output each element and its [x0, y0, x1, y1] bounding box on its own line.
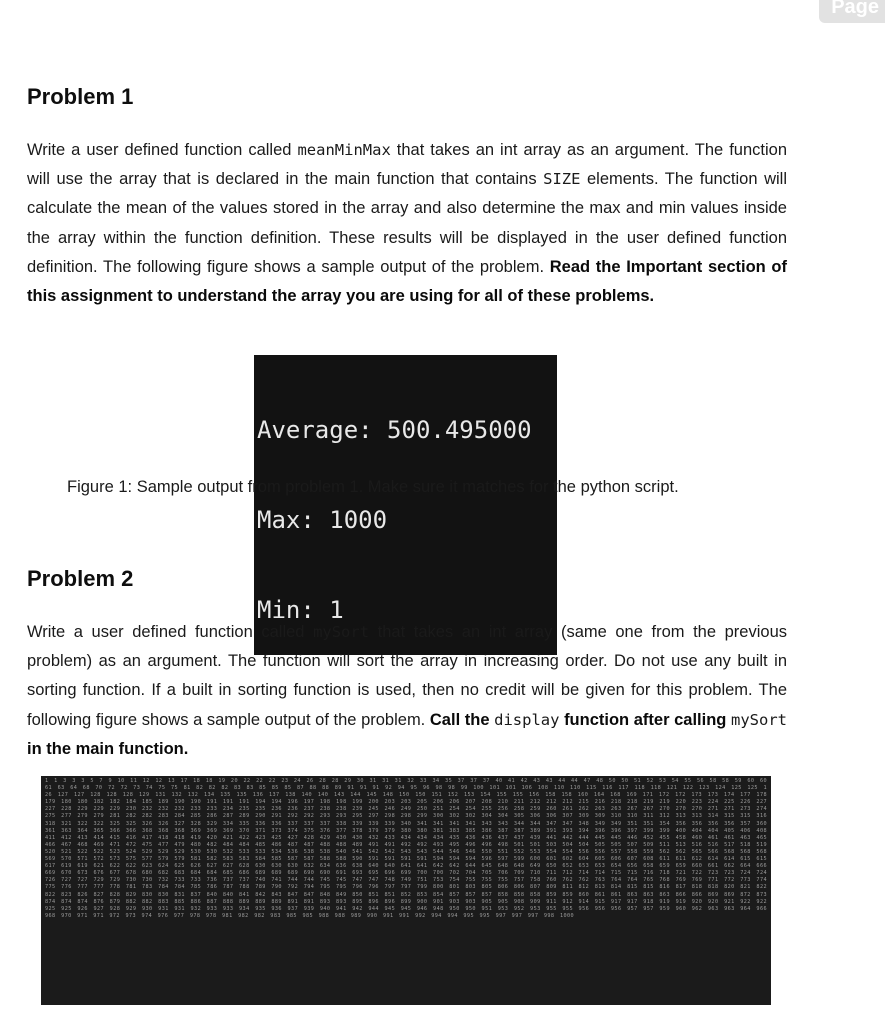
code-meanminmax: meanMinMax	[297, 141, 391, 159]
code-mysort: mySort	[313, 623, 370, 641]
problem-2-heading: Problem 2	[27, 566, 134, 591]
sorted-array-output-terminal	[41, 776, 771, 1005]
sample-output-terminal	[254, 355, 557, 655]
problem-2-description: Write a user defined function called mySort that takes an int array (same one from the previous problem) as an argument. The function will sort the array in increasing order. Do not use any built in sorting function. If a built in sorting function is used, then no credit will be given for this problem. The following figure shows a sample output of the problem. Call the display function after calling mySort in the main function.	[27, 623, 787, 758]
sorted-array-values: 1 1 3 3 3 5 7 9 10 11 12 12 13 17 18 18 19 20 22 22 22 23 24 26 28 28 29 30 31 31 31 32 33 34 35 37 37 37 40 41 42 43 43 44 44 47 48 50 50 51 52 53 54 55 56 58 58 59 60 60 61 63 64 68 70 72 72 73 74 75 75 81 82 82 82 83 83 85 85 85 87 88 88 89 91 91 91 92 94 95 96 98 98 99 100 101 101 106 108 110 110 115 116 117 118 118 121 122 123 124 125 125 126 127 127 128 128 128 129 131 132 132 134 135 135 136 137 138 140 140 143 144 145 148 150 150 151 152 153 154 155 155 156 158 158 160 164 168 169 171 172 172 173 173 174 177 178 179 180 180 182 182 184 185 189 190 190 191 191 191 194 194 196 197 198 198 199 200 203 203 205 206 206 207 208 210 211 212 212 212 215 216 218 218 219 219 220 223 224 225 226 227 227 228 229 229 229 230 232 232 232 233 233 234 235 235 236 236 237 238 238 239 245 246 249 250 251 254 254 255 256 258 259 260 261 262 263 263 267 267 270 270 270 271 271 273 274 275 277 279 279 281 282 282 283 284 285 286 287 289 290 291 292 292 293 293 295 297 298 298 299 300 302 302 304 304 305 306 306 307 309 309 310 310 311 312 313 313 314 315 315 316 318 321 322 322 325 325 326 326 327 328 329 334 335 336 336 337 337 337 338 339 339 339 340 341 341 341 341 343 343 344 344 347 347 348 349 349 351 351 354 356 356 356 356 357 360 361 363 364 365 366 366 368 368 368 369 369 369 370 371 373 374 375 376 377 378 379 379 380 380 381 383 385 386 387 387 389 391 393 394 396 396 397 399 399 400 404 404 405 406 408 411 412 413 414 415 416 417 418 418 419 420 421 422 423 425 427 428 429 430 430 432 433 434 434 434 435 436 436 437 437 439 441 442 444 445 445 446 452 455 458 460 461 461 463 465 466 467 468 469 471 472 475 477 479 480 482 484 484 485 486 487 487 488 488 489 491 491 492 492 493 495 496 496 498 501 501 503 504 504 505 505 507 509 511 513 516 516 517 518 519 520 521 522 522 523 524 529 529 529 530 530 532 533 533 534 536 538 538 540 541 542 542 543 543 544 546 546 550 551 552 553 554 554 556 556 557 558 559 562 562 565 566 568 568 568 569 570 571 572 573 575 577 579 579 581 582 583 583 584 585 587 587 588 588 590 591 591 591 591 594 594 594 596 597 599 600 601 602 604 605 606 607 608 611 611 612 614 614 615 615 617 619 619 621 622 622 623 624 625 626 627 627 628 630 630 630 632 634 636 638 640 640 641 641 642 642 644 645 648 648 649 650 652 653 653 654 656 658 659 659 660 661 662 664 666 669 670 673 676 677 678 680 682 683 684 684 685 686 689 689 689 690 690 691 693 695 696 699 700 700 702 704 705 706 709 710 711 712 714 714 715 715 716 718 721 722 723 723 724 724 726 727 727 729 729 730 730 732 733 733 736 737 737 740 741 744 744 745 745 747 747 748 749 751 753 754 755 755 755 757 758 760 762 762 763 764 764 765 768 769 769 771 772 773 774 775 776 777 777 778 781 783 784 784 785 786 787 788 789 790 792 794 795 795 796 796 797 797 799 800 801 803 805 806 806 807 809 811 812 813 814 815 815 816 817 818 818 820 821 822 822 823 826 827 828 829 830 830 831 837 840 840 841 842 843 847 847 848 849 850 851 851 852 853 854 857 857 857 858 858 858 859 859 860 861 861 863 863 863 866 866 869 869 872 873 874 874 874 876 879 882 882 883 885 886 887 888 889 889 889 891 891 893 893 895 896 896 899 900 901 903 903 905 905 908 909 911 912 914 915 917 917 918 919 919 920 920 921 922 922 925 925 926 927 928 929 930 931 931 932 933 933 934 935 936 937 939 940 941 942 944 945 945 946 948 950 950 951 953 952 953 955 955 956 956 956 957 957 959 960 962 963 963 964 966 968 970 971 971 972 973 974 976 977 978 978 981 982 982 983 985 985 988 988 989 990 991 991 992 994 994 995 995 997 997 997 998 1000	[45, 778, 767, 919]
important-note: Read the Important section of this assignment to understand the array you are using for all of these problems.	[27, 257, 788, 306]
terminal-line-min: Min: 1	[257, 596, 344, 624]
code-mysort-2: mySort	[731, 710, 787, 729]
terminal-line-average: Average: 500.495000	[257, 416, 532, 444]
terminal-line-max: Max: 1000	[257, 506, 388, 534]
code-size: SIZE	[543, 170, 581, 189]
page-badge: Page	[819, 0, 885, 23]
figure-1-caption: Figure 1: Sample output from problem 1. Make sure it matches for the python script.	[67, 478, 679, 496]
problem-1-description: Write a user defined function called meanMinMax that takes an int array as an argument. The function will use the array that is declared in the main function that contains SIZE elements. The function will calculate the mean of the values stored in the array and also determine the max and min values inside the array within the function definition. These results will be displayed in the user defined function definition. The following figure shows a sample output of the problem. Read the Important section of this assignment to understand the array you are using for all of these problems.	[27, 141, 788, 306]
problem-1-heading: Problem 1	[27, 84, 134, 109]
code-display: display	[494, 710, 560, 729]
